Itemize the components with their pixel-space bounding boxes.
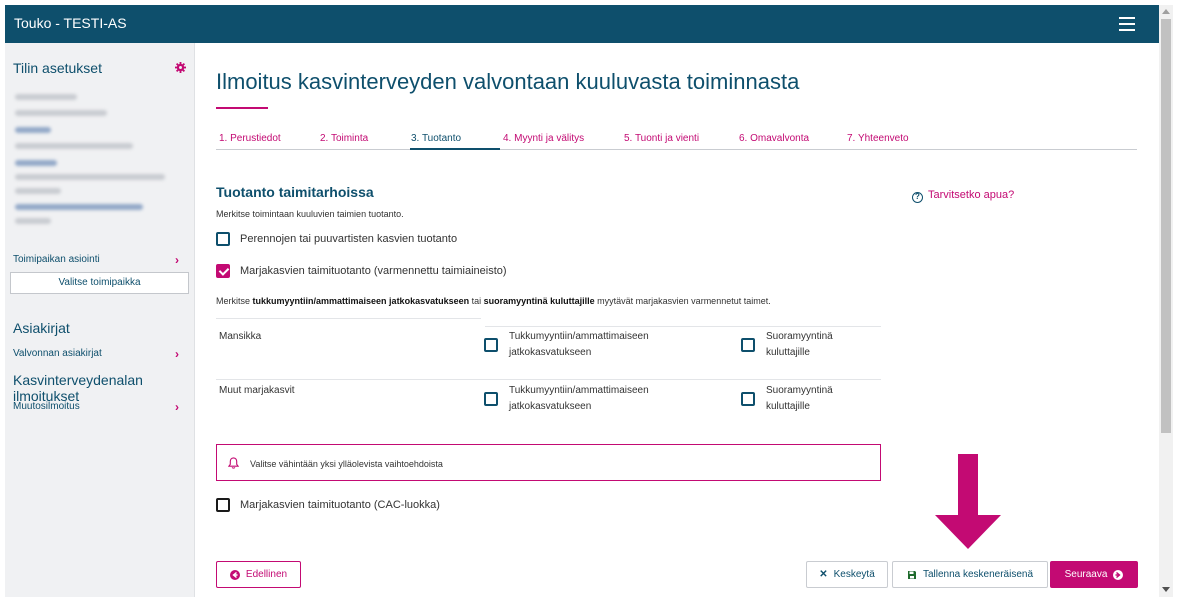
help-link[interactable] [912,189,1014,203]
arrow-down-icon [935,454,1001,549]
redacted-text [15,110,107,116]
top-bar [5,5,1159,43]
gear-icon[interactable] [175,62,186,73]
berry-plants-checkbox[interactable] [216,264,230,278]
crop-name: Muut marjakasvit [219,385,295,396]
cac-label: Marjakasvien taimituotanto (CAC-luokka) [240,499,440,511]
notifications-heading: Kasvinterveydenalan ilmoitukset [13,372,143,404]
mansikka-direct-checkbox[interactable] [741,338,755,352]
redacted-text [15,218,51,224]
cancel-button-label: Keskeytä [833,569,875,580]
sidebar-item-toimipaikan-asiointi[interactable]: Toimipaikan asiointi [13,254,100,265]
title-underline [216,107,268,109]
scrollbar-thumb[interactable] [1161,19,1171,433]
select-toimipaikka-button[interactable]: Valitse toimipaikka [10,272,189,294]
redacted-text [15,188,61,194]
tab-toiminta[interactable]: 2. Toiminta [320,133,369,144]
redacted-text [15,127,51,133]
table-divider [485,326,881,327]
previous-button-label: Edellinen [245,569,288,580]
app-title: Touko - TESTI-AS [14,15,127,31]
cac-checkbox[interactable] [216,498,230,512]
sidebar [5,43,195,597]
save-draft-button-label: Tallenna keskeneräisenä [922,569,1034,580]
hamburger-menu-icon[interactable] [1119,17,1135,31]
tab-myynti-ja-valitys[interactable]: 4. Myynti ja välitys [503,133,585,144]
validation-alert [216,444,881,481]
redacted-text [15,143,133,149]
previous-button[interactable] [216,561,301,588]
chevron-right-icon[interactable]: › [175,347,179,361]
section-title: Tuotanto taimitarhoissa [216,184,374,200]
perennials-label: Perennojen tai puuvartisten kasvien tuotanto [240,233,458,245]
next-button[interactable] [1050,561,1138,588]
tab-omavalvonta[interactable]: 6. Omavalvonta [739,133,810,144]
app-window [5,5,1159,597]
main-content [195,43,1159,597]
scroll-down-icon[interactable] [1162,587,1170,592]
step-tabs [216,127,1137,150]
arrow-right-circle-icon [1113,570,1123,580]
section-intro: Merkitse toimintaan kuuluvien taimien tuotanto. [216,209,404,219]
chevron-right-icon[interactable]: › [175,400,179,414]
redacted-text [15,160,57,166]
wholesale-label: Tukkumyyntiin/ammattimaiseen jatkokasvatukseen [509,331,649,358]
tab-tuonti-ja-vienti[interactable]: 5. Tuonti ja vienti [624,133,700,144]
crop-name: Mansikka [219,331,262,342]
chevron-right-icon[interactable]: › [175,253,179,267]
close-icon: ✕ [819,569,828,580]
table-divider [216,379,881,380]
save-draft-button[interactable] [892,561,1048,588]
active-tab-indicator [410,148,500,150]
redacted-text [15,174,165,180]
redacted-text [15,94,77,100]
sidebar-item-valvonnan-asiakirjat[interactable]: Valvonnan asiakirjat [13,348,102,359]
wholesale-label: Tukkumyyntiin/ammattimaiseen jatkokasvatukseen [509,385,649,412]
documents-heading: Asiakirjat [13,320,70,336]
account-settings-heading: Tilin asetukset [13,60,102,76]
redacted-text [15,204,143,210]
sidebar-item-muutosilmoitus[interactable]: Muutosilmoitus [13,401,80,412]
help-icon: ? [912,192,923,203]
cancel-button[interactable] [806,561,888,588]
muut-marjakasvit-wholesale-checkbox[interactable] [484,392,498,406]
berry-plants-label: Marjakasvien taimituotanto (varmennettu taimiaineisto) [240,265,507,277]
bell-icon [228,457,239,469]
perennials-checkbox[interactable] [216,232,230,246]
tab-perustiedot[interactable]: 1. Perustiedot [219,133,281,144]
table-divider [216,318,481,319]
help-label: Tarvitsetko apua? [928,189,1015,201]
direct-label: Suoramyyntinä kuluttajille [766,385,833,412]
alert-text: Valitse vähintään yksi ylläolevista vaihtoehdoista [250,459,443,469]
sales-instruction: Merkitse tukkumyyntiin/ammattimaiseen jatkokasvatukseen tai suoramyyntinä kuluttajille myytävät marjakasvien varmennetut taimet. [216,296,771,306]
direct-label: Suoramyyntinä kuluttajille [766,331,833,358]
tab-yhteenveto[interactable]: 7. Yhteenveto [847,133,909,144]
tab-tuotanto[interactable]: 3. Tuotanto [411,133,462,144]
muut-marjakasvit-direct-checkbox[interactable] [741,392,755,406]
page-title: Ilmoitus kasvinterveyden valvontaan kuuluvasta toiminnasta [216,69,800,94]
vertical-scrollbar[interactable] [1159,5,1173,597]
next-button-label: Seuraava [1064,569,1108,580]
scroll-up-icon[interactable] [1162,9,1170,14]
arrow-left-circle-icon [230,570,240,580]
save-icon [907,570,917,580]
mansikka-wholesale-checkbox[interactable] [484,338,498,352]
